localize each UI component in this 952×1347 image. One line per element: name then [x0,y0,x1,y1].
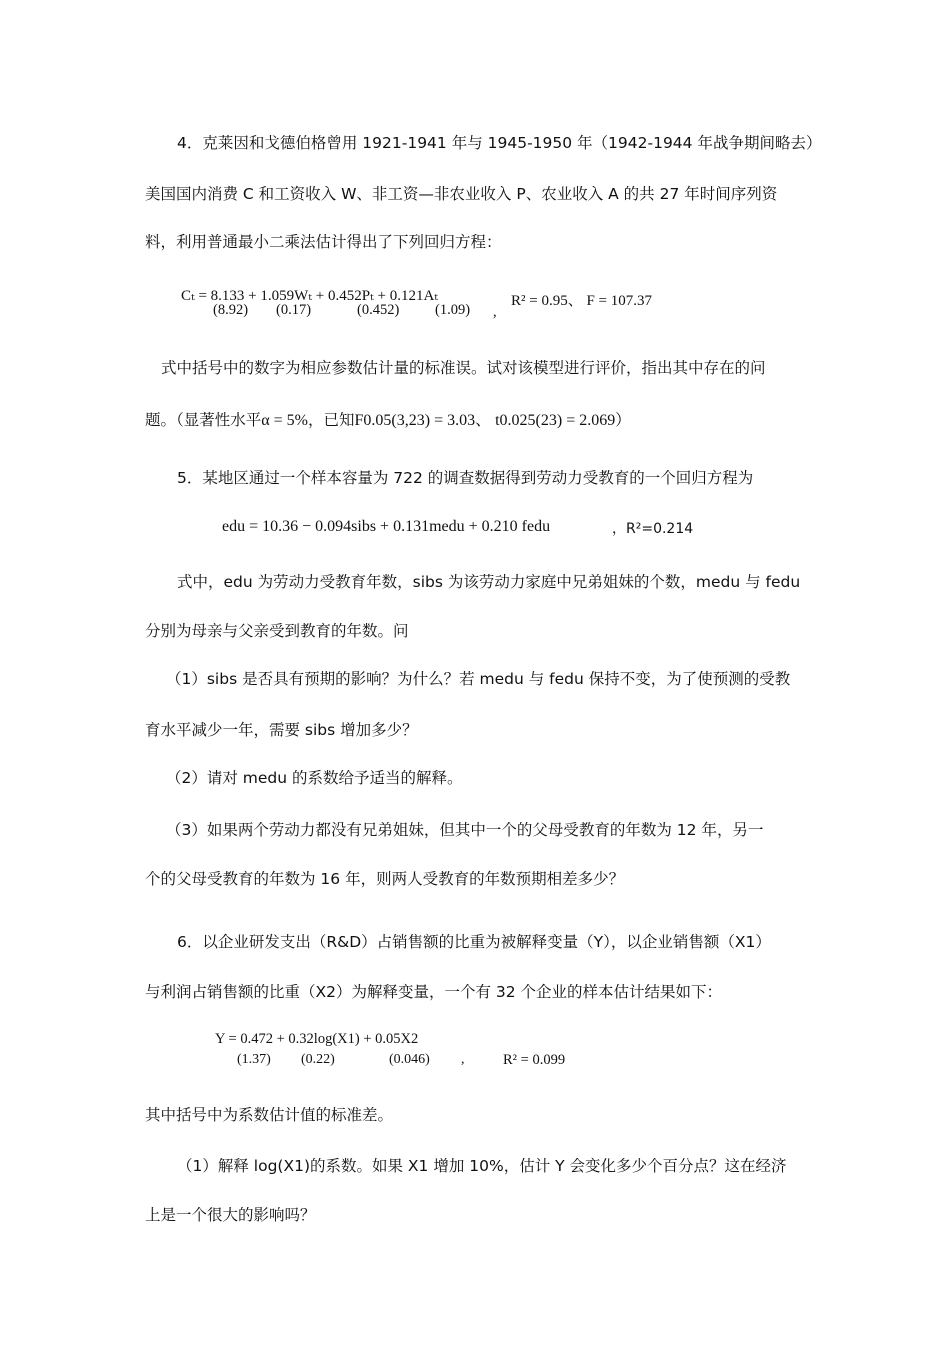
q4-line-5 [145,408,631,432]
q6-se-2: (0.22) [301,1052,335,1067]
q5-sub2: （2）请对 medu 的系数给予适当的解释。 [166,769,463,787]
q4-se-2: (0.17) [276,302,312,318]
critical-values: F0.05(3,23) = 3.03、 t0.025(23) = 2.069 [354,412,616,429]
q6-se-3: (0.046) [389,1052,430,1067]
q5-r-squared: ，R²=0.214 [612,521,694,537]
q6-sub1-b: 上是一个很大的影响吗？ [145,1206,316,1224]
q4-line-1: 4．克莱因和戈德伯格曾用 1921-1941 年与 1945-1950 年（1942-1944 年战争期间略去） [177,134,822,152]
alpha-value: α = 5% [261,412,308,429]
q5-sub1-a: （1）sibs 是否具有预期的影响？为什么？若 medu 与 fedu 保持不变，为了使预测的受教 [166,670,791,688]
q4-line-5-mid: ，已知 [308,411,355,429]
q4-se-1: (8.92) [213,302,249,318]
q4-line-4: 式中括号中的数字为相应参数估计量的标准误。试对该模型进行评价，指出其中存在的问 [161,359,766,377]
q5-regression-equation: edu = 10.36 − 0.094sibs + 0.131medu + 0.210 fedu [222,518,551,535]
q4-se-4: (1.09) [435,302,471,318]
q4-se-3: (0.452) [357,302,400,318]
q6-line-2: 与利润占销售额的比重（X2）为解释变量，一个有 32 个企业的样本估计结果如下： [145,983,723,1001]
q5-sub1-b: 育水平减少一年，需要 sibs 增加多少？ [145,721,418,739]
q4-line-5-prefix: 题。（显著性水平 [145,411,262,429]
q4-line-2: 美国国内消费 C 和工资收入 W、非工资—非农业收入 P、农业收入 A 的共 27 年时间序列资 [145,185,778,203]
q5-line-3: 分别为母亲与父亲受到教育的年数。问 [145,622,409,640]
q6-se-1: (1.37) [237,1052,271,1067]
q5-sub3-a: （3）如果两个劳动力都没有兄弟姐妹，但其中一个的父母受教育的年数为 12 年，另一 [166,821,764,839]
q6-line-3: 其中括号中为系数估计值的标准差。 [145,1106,394,1124]
q6-r-squared: R² = 0.099 [503,1052,566,1068]
q6-separator-comma: , [461,1052,465,1067]
q5-sub3-b: 个的父母受教育的年数为 16 年，则两人受教育的年数预期相差多少？ [145,870,625,888]
q5-line-2: 式中，edu 为劳动力受教育年数，sibs 为该劳动力家庭中兄弟姐妹的个数，medu 与 fedu [177,573,801,591]
q4-regression-equation: Cₜ = 8.133 + 1.059Wₜ + 0.452Pₜ + 0.121Aₜ [181,288,438,304]
q4-line-3: 料，利用普通最小二乘法估计得出了下列回归方程： [145,233,502,251]
q6-sub1-a: （1）解释 log(X1)的系数。如果 X1 增加 10%，估计 Y 会变化多少个百分点？这在经济 [177,1157,787,1175]
q6-regression-equation: Y = 0.472 + 0.32log(X1) + 0.05X2 [215,1031,419,1047]
q4-line-5-suffix: ） [615,411,631,429]
q6-line-1: 6．以企业研发支出（R&D）占销售额的比重为被解释变量（Y），以企业销售额（X1） [177,933,771,951]
q4-fit-statistics: R² = 0.95、 F = 107.37 [511,293,653,309]
q4-separator-comma: , [493,304,497,320]
q5-line-1: 5．某地区通过一个样本容量为 722 的调查数据得到劳动力受教育的一个回归方程为 [177,469,754,487]
